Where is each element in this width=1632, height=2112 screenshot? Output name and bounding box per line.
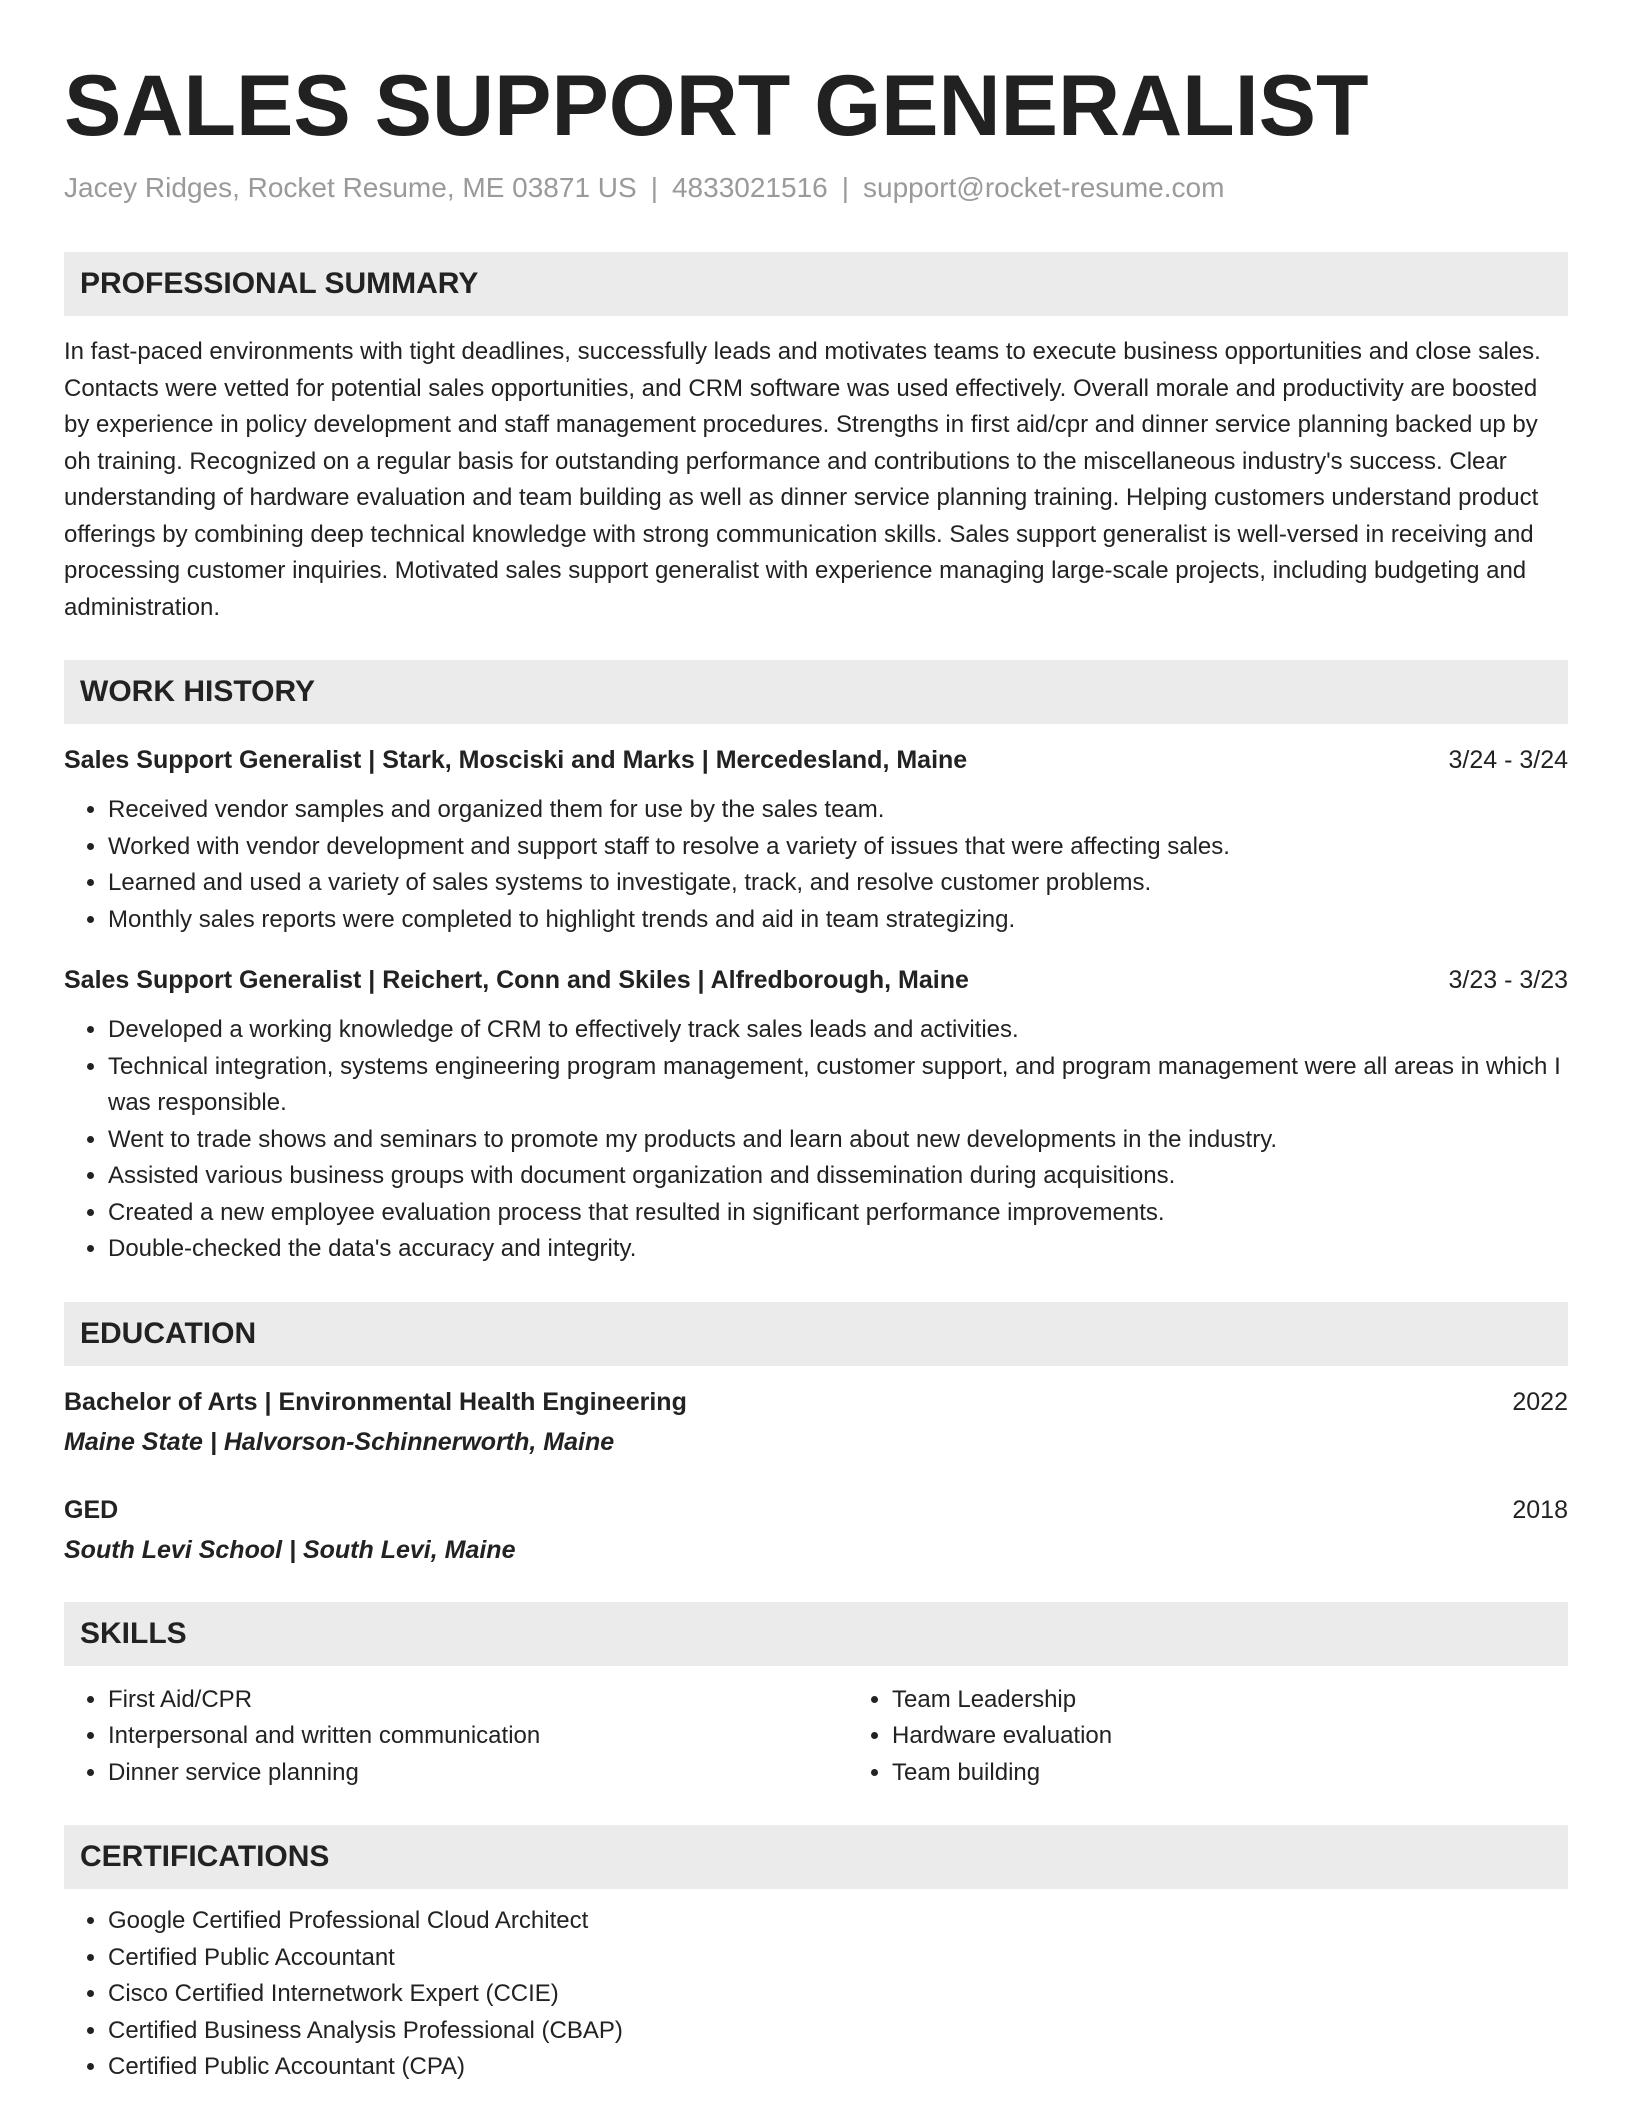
education-degree: GED xyxy=(64,1495,119,1524)
job-header xyxy=(64,962,1568,998)
contact-email: support@rocket-resume.com xyxy=(863,172,1225,203)
skill-item: • First Aid/CPR xyxy=(108,1682,848,1719)
job-bullet: • Created a new employee evaluation process that resulted in significant performance improvements. xyxy=(108,1195,1568,1232)
summary-text: In fast-paced environments with tight deadlines, successfully leads and motivates teams to execute business opportunities and close sales. Contacts were vetted for potential sales opportunities, and CRM software was used effectively. Overall morale and productivity are boosted by experience in policy development and staff management procedures. Strengths in first aid/cpr and dinner service planning backed up by oh training. Recognized on a regular basis for outstanding performance and contributions to the miscellaneous industry's success. Clear understanding of hardware evaluation and team building as well as dinner service planning training. Helping customers understand product offerings by combining deep technical knowledge with strong communication skills. Sales support generalist is well-versed in receiving and processing customer inquiries. Motivated sales support generalist with experience managing large-scale projects, including budgeting and administration. xyxy=(64,338,1541,621)
skill-item: • Team Leadership xyxy=(892,1682,1112,1719)
contact-separator: | xyxy=(650,172,658,203)
job-bullets xyxy=(64,1012,1568,1268)
candidate-name: SALES SUPPORT GENERALIST xyxy=(64,58,1369,154)
job-dates: 3/23 - 3/23 xyxy=(1448,966,1568,994)
contact-line xyxy=(64,170,1568,206)
education-entry xyxy=(64,1492,1568,1568)
skill-item: • Hardware evaluation xyxy=(892,1718,1112,1755)
job-bullet: • Received vendor samples and organized them for use by the sales team. xyxy=(108,792,1568,829)
education-header xyxy=(64,1384,1568,1420)
contact-address: Jacey Ridges, Rocket Resume, ME 03871 US xyxy=(64,172,637,203)
skill-item: • Interpersonal and written communication xyxy=(108,1718,848,1755)
education-section xyxy=(64,1302,1568,1568)
education-entry xyxy=(64,1384,1568,1460)
certifications-list xyxy=(64,1903,1568,2086)
skills-grid xyxy=(64,1682,1568,1792)
education-school: Maine State | Halvorson-Schinnerworth, Maine xyxy=(64,1427,615,1456)
contact-phone: 4833021516 xyxy=(671,172,828,203)
job-bullet: • Worked with vendor development and support staff to resolve a variety of issues that were affecting sales. xyxy=(108,829,1568,866)
education-header xyxy=(64,1492,1568,1528)
education-year: 2022 xyxy=(1512,1387,1568,1416)
job-entry xyxy=(64,962,1568,1268)
job-title: Sales Support Generalist | Stark, Mosciski and Marks | Mercedesland, Maine xyxy=(64,746,968,774)
job-bullet: • Developed a working knowledge of CRM to effectively track sales leads and activities. xyxy=(108,1012,1568,1049)
education-school: South Levi School | South Levi, Maine xyxy=(64,1535,516,1564)
work-history-heading: WORK HISTORY xyxy=(64,660,1568,724)
job-entry xyxy=(64,742,1568,938)
certification-item: • Certified Public Accountant (CPA) xyxy=(108,2049,1568,2086)
skill-item: • Team building xyxy=(892,1755,1112,1792)
education-heading: EDUCATION xyxy=(64,1302,1568,1366)
certifications-section xyxy=(64,1825,1568,2086)
job-bullet: • Monthly sales reports were completed to highlight trends and aid in team strategizing. xyxy=(108,902,1568,939)
certification-item: • Certified Public Accountant xyxy=(108,1940,1568,1977)
job-bullets xyxy=(64,792,1568,938)
education-year: 2018 xyxy=(1512,1495,1568,1524)
job-header xyxy=(64,742,1568,778)
work-history-section xyxy=(64,660,1568,1268)
skill-item: • Dinner service planning xyxy=(108,1755,848,1792)
certification-item: • Cisco Certified Internetwork Expert (CCIE) xyxy=(108,1976,1568,2013)
skills-section xyxy=(64,1602,1568,1792)
job-bullet: • Assisted various business groups with document organization and dissemination during acquisitions. xyxy=(108,1158,1568,1195)
skills-heading: SKILLS xyxy=(64,1602,1568,1666)
skills-column-right xyxy=(848,1682,1112,1792)
education-degree: Bachelor of Arts | Environmental Health Engineering xyxy=(64,1387,687,1416)
job-bullet: • Learned and used a variety of sales systems to investigate, track, and resolve customer problems. xyxy=(108,865,1568,902)
job-title: Sales Support Generalist | Reichert, Conn and Skiles | Alfredborough, Maine xyxy=(64,966,969,994)
certification-item: • Certified Business Analysis Professional (CBAP) xyxy=(108,2013,1568,2050)
job-bullet: • Technical integration, systems engineering program management, customer support, and program management were all areas in which I was responsible. xyxy=(108,1049,1568,1122)
job-dates: 3/24 - 3/24 xyxy=(1448,746,1568,774)
job-bullet: • Went to trade shows and seminars to promote my products and learn about new developments in the industry. xyxy=(108,1122,1568,1159)
skills-column-left xyxy=(64,1682,848,1792)
summary-heading: PROFESSIONAL SUMMARY xyxy=(64,252,1568,316)
contact-separator: | xyxy=(841,172,849,203)
certification-item: • Google Certified Professional Cloud Architect xyxy=(108,1903,1568,1940)
certifications-heading: CERTIFICATIONS xyxy=(64,1825,1568,1889)
job-bullet: • Double-checked the data's accuracy and integrity. xyxy=(108,1231,1568,1268)
summary-section xyxy=(64,252,1568,626)
